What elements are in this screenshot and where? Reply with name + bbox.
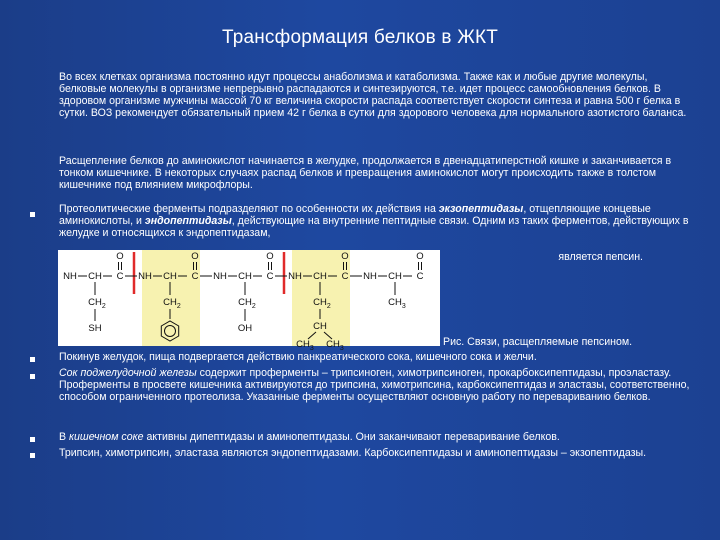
bullet-marker — [30, 437, 35, 442]
text-part: В — [59, 431, 70, 443]
paragraph-bullet-4: Трипсин, химотрипсин, эластаза являются эндопептидазами. Карбоксипептидазы и аминопептидазы – экзопептидазы. — [59, 447, 647, 459]
term-endopeptidases: эндопептидазы — [144, 214, 232, 227]
term-pancreatic-juice: Сок поджелудочной железы — [59, 367, 197, 379]
bullet-marker — [30, 374, 35, 379]
text-part: , действующие на внутренние пептидные связи. Одним из таких ферментов, действующих в желудке и относящихся к эндопептидазам, — [59, 214, 689, 239]
side-chain-group: $CH_2$ — [313, 297, 331, 310]
carbonyl-oxygen: O — [266, 251, 274, 262]
text-part: , отщепляющие концевые аминокислоты, и — [59, 203, 651, 227]
paragraph-bullet-3 — [59, 432, 695, 444]
carbonyl-oxygen: O — [191, 251, 199, 262]
carbonyl-oxygen: O — [341, 251, 349, 262]
side-chain-group: $CH_2$ — [238, 297, 256, 310]
carbonyl-oxygen: O — [416, 251, 424, 262]
term-exopeptidases: экзопептидазы — [438, 203, 524, 215]
atom-c: C — [116, 271, 124, 282]
atom-nh: NH — [288, 271, 302, 282]
atom-nh: NH — [213, 271, 227, 282]
atom-ch: CH — [313, 271, 327, 282]
bullet-marker — [30, 453, 35, 458]
atom-c: C — [341, 271, 349, 282]
atom-nh: NH — [363, 271, 377, 282]
slide-title: Трансформация белков в ЖКТ — [221, 27, 499, 48]
atom-ch: CH — [238, 271, 252, 282]
isopropyl-ch: CH — [313, 321, 327, 332]
paragraph-enzymes — [59, 204, 695, 240]
text-part: активны дипептидазы и аминопептидазы. Они заканчивают переваривание белков. — [143, 431, 560, 443]
atom-c: C — [266, 271, 274, 282]
paragraph-digestion: Расщепление белков до аминокислот начинается в желудке, продолжается в двенадцатиперстной кишке и заканчивается в тонком кишечнике. В некоторых случаях распад белков и превращения аминокислот могут происходить также в толстом кишечнике под влиянием микрофлоры. — [59, 155, 672, 191]
paragraph-bullet-1: Покинув желудок, пища подвергается действию панкреатического сока, кишечного сока и желчи. — [59, 351, 537, 363]
atom-nh: NH — [138, 271, 152, 282]
text-part: содержит проферменты – трипсиноген, химотрипсиноген, прокарбоксипептидазы, проэластазу. Проферменты в просвете кишечника активируются до трипсина, химотрипсина, карбоксипептидаз и эластазы, соответственно, способом ограниченного протеолиза. Указанные ферменты осуществляют основную работу по перевариванию белков. — [59, 367, 690, 403]
atom-ch: CH — [163, 271, 177, 282]
bullet-marker — [30, 212, 35, 217]
paragraph-intro: Во всех клетках организма постоянно идут процессы анаболизма и катаболизма. Также как и любые другие молекулы, белковые молекулы в организме непрерывно распадаются и синтезируются, т.е. идет процесс самообновления белков. В здоровом организме мужчины массой 70 кг величина скорости распада соответствует скорости синтеза и равна 500 г белка в сутки. ВОЗ рекомендует обязательный прием 42 г белка в сутки для здорового человека для нормального азотистого баланса. — [59, 71, 687, 119]
peptide-figure — [58, 250, 440, 352]
peptide-structure-diagram — [58, 250, 440, 352]
thiol-group: SH — [88, 323, 102, 334]
atom-ch: CH — [88, 271, 102, 282]
hydroxyl-group: OH — [237, 323, 253, 334]
atom-c: C — [191, 271, 199, 282]
atom-ch: CH — [388, 271, 402, 282]
paragraph-bullet-2 — [59, 368, 695, 404]
carbonyl-oxygen: O — [116, 251, 124, 262]
methyl-group: $CH_3$ — [326, 339, 344, 352]
methyl-group: $CH_3$ — [296, 339, 314, 352]
side-chain-group: $CH_2$ — [88, 297, 106, 310]
text-part: Протеолитические ферменты подразделяют по особенности их действия на — [59, 203, 439, 215]
side-chain-group: $CH_3$ — [388, 297, 406, 310]
atom-nh: NH — [63, 271, 77, 282]
side-chain-group: $CH_2$ — [163, 297, 181, 310]
figure-caption: Рис. Связи, расщепляемые пепсином. — [443, 336, 633, 348]
atom-c: C — [416, 271, 424, 282]
pepsin-line: является пепсин. — [558, 251, 643, 263]
term-intestinal-juice: кишечном соке — [69, 431, 144, 443]
bullet-marker — [30, 357, 35, 362]
